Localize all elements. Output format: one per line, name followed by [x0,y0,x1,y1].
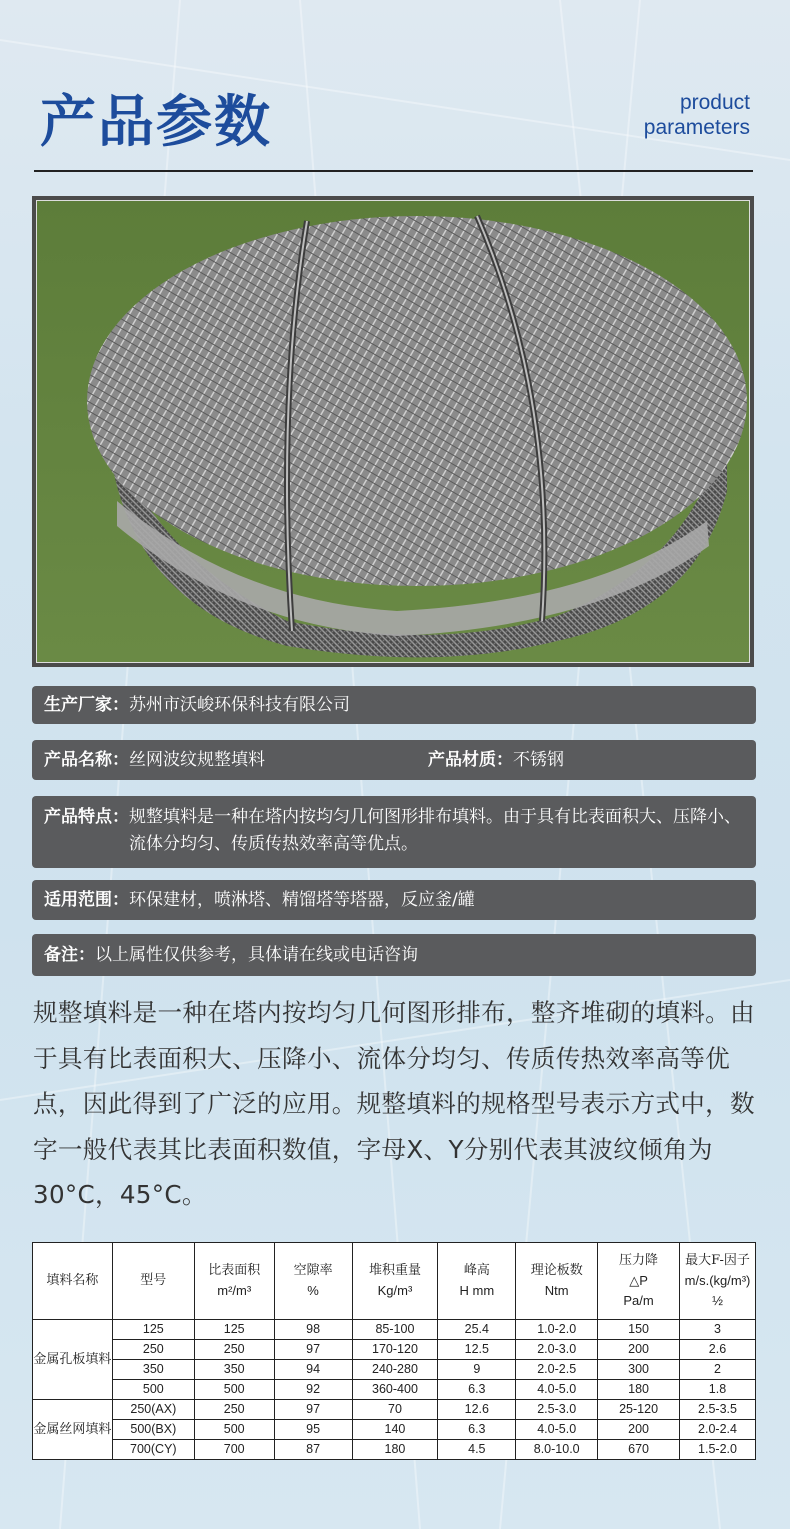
table-cell: 500 [194,1380,274,1400]
table-cell: 2.5-3.5 [680,1400,756,1420]
header-plates [516,1243,598,1320]
table-cell: 1.0-2.0 [516,1320,598,1340]
table-cell: 300 [598,1360,680,1380]
manufacturer-value: 苏州市沃峻环保科技有限公司 [129,695,350,715]
table-cell: 98 [274,1320,352,1340]
table-cell: 125 [112,1320,194,1340]
table-cell: 87 [274,1440,352,1460]
table-cell: 70 [352,1400,438,1420]
table-cell: 2.0-2.4 [680,1420,756,1440]
header-weight-unit: Kg/m³ [377,1283,413,1298]
group-perforated-plate: 金属孔板填料 [33,1320,113,1400]
table-cell: 4.0-5.0 [516,1380,598,1400]
table-cell: 180 [598,1380,680,1400]
table-row [33,1400,756,1420]
header-void [274,1243,352,1320]
table-row [33,1340,756,1360]
table-cell: 4.5 [438,1440,516,1460]
table-cell: 94 [274,1360,352,1380]
header-pressure-sym: △P [629,1273,648,1288]
table-row [33,1380,756,1400]
header-area-cn: 比表面积 [208,1263,261,1278]
table-cell: 170-120 [352,1340,438,1360]
manufacturer-label: 生产厂家： [44,695,129,715]
table-cell: 500 [194,1420,274,1440]
material-value: 不锈钢 [513,750,564,770]
product-name-label: 产品名称： [44,750,129,770]
table-row [33,1440,756,1460]
header-height-unit: H mm [459,1283,495,1298]
table-cell: 500(BX) [112,1420,194,1440]
features-bar [32,796,756,868]
header-plates-cn: 理论板数 [530,1263,583,1278]
table-cell: 97 [274,1340,352,1360]
page-title: 产品参数 [40,90,272,155]
features-label: 产品特点： [44,807,129,827]
table-cell: 92 [274,1380,352,1400]
header-pressure-unit: Pa/m [623,1293,654,1308]
table-cell: 250(AX) [112,1400,194,1420]
table-cell: 6.3 [438,1420,516,1440]
header-height [438,1243,516,1320]
product-photo [32,196,754,667]
table-cell: 2.5-3.0 [516,1400,598,1420]
table-cell: 95 [274,1420,352,1440]
header-model: 型号 [112,1243,194,1320]
header-weight [352,1243,438,1320]
product-name-value: 丝网波纹规整填料 [129,750,265,770]
header-factor-exp: ½ [712,1293,723,1308]
scope-value: 环保建材，喷淋塔、精馏塔等塔器，反应釜/罐 [129,890,475,910]
table-row [33,1420,756,1440]
table-row [33,1320,756,1340]
header-area [194,1243,274,1320]
scope-label: 适用范围： [44,890,129,910]
header-void-unit: % [307,1283,319,1298]
manufacturer-bar [32,686,756,724]
features-value: 规整填料是一种在塔内按均匀几何图形排布填料。由于具有比表面积大、压降小、流体分均匀、传质传热效率高等优点。 [129,807,741,854]
header-plates-unit: Ntm [544,1283,569,1298]
table-cell: 9 [438,1360,516,1380]
header-factor [680,1243,756,1320]
header-pressure [598,1243,680,1320]
table-cell: 3 [680,1320,756,1340]
header-divider [34,170,753,172]
header-height-cn: 峰高 [463,1263,490,1278]
table-cell: 1.8 [680,1380,756,1400]
subtitle-line-1: product [679,91,750,114]
table-cell: 150 [598,1320,680,1340]
table-cell: 12.6 [438,1400,516,1420]
table-cell: 125 [194,1320,274,1340]
note-label: 备注： [44,945,95,965]
subtitle-line-2: parameters [643,116,750,139]
table-cell: 180 [352,1440,438,1460]
note-value: 以上属性仅供参考，具体请在线或电话咨询 [95,945,418,965]
scope-bar [32,880,756,920]
table-cell: 250 [194,1340,274,1360]
header-factor-cn: 最大F-因子 [685,1253,750,1268]
table-cell: 2.0-3.0 [516,1340,598,1360]
header-name: 填料名称 [33,1243,113,1320]
table-cell: 2.0-2.5 [516,1360,598,1380]
product-name-bar [32,740,756,780]
header-void-cn: 空隙率 [293,1263,333,1278]
table-cell: 1.5-2.0 [680,1440,756,1460]
header-factor-unit: m/s.(kg/m³) [684,1273,751,1288]
table-cell: 140 [352,1420,438,1440]
table-cell: 700 [194,1440,274,1460]
table-cell: 97 [274,1400,352,1420]
table-cell: 4.0-5.0 [516,1420,598,1440]
group-wire-mesh: 金属丝网填料 [33,1400,113,1460]
material-label: 产品材质： [428,750,513,770]
table-cell: 670 [598,1440,680,1460]
table-cell: 700(CY) [112,1440,194,1460]
header-weight-cn: 堆积重量 [368,1263,421,1278]
page-subtitle [644,90,750,140]
table-cell: 25-120 [598,1400,680,1420]
table-cell: 350 [112,1360,194,1380]
table-row [33,1360,756,1380]
table-cell: 6.3 [438,1380,516,1400]
table-cell: 200 [598,1420,680,1440]
table-cell: 360-400 [352,1380,438,1400]
table-cell: 250 [112,1340,194,1360]
table-cell: 12.5 [438,1340,516,1360]
table-cell: 85-100 [352,1320,438,1340]
note-bar [32,934,756,976]
table-cell: 2 [680,1360,756,1380]
description-paragraph: 规整填料是一种在塔内按均匀几何图形排布，整齐堆砌的填料。由于具有比表面积大、压降小、流体分均匀、传质传热效率高等优点，因此得到了广泛的应用。规整填料的规格型号表示方式中，数字一般代表其比表面积数值，字母X、Y分别代表其波纹倾角为30°C，45°C。 [33,998,755,1209]
table-cell: 200 [598,1340,680,1360]
table-cell: 240-280 [352,1360,438,1380]
header-pressure-cn: 压力降 [619,1253,659,1268]
table-cell: 2.6 [680,1340,756,1360]
table-cell: 8.0-10.0 [516,1440,598,1460]
material-field [428,740,564,780]
table-cell: 250 [194,1400,274,1420]
spec-table-body [33,1320,756,1460]
header-area-unit: m²/m³ [217,1283,252,1298]
table-cell: 25.4 [438,1320,516,1340]
table-cell: 500 [112,1380,194,1400]
spec-table [32,1242,756,1460]
table-cell: 350 [194,1360,274,1380]
wire-mesh-packing-image [37,201,749,662]
